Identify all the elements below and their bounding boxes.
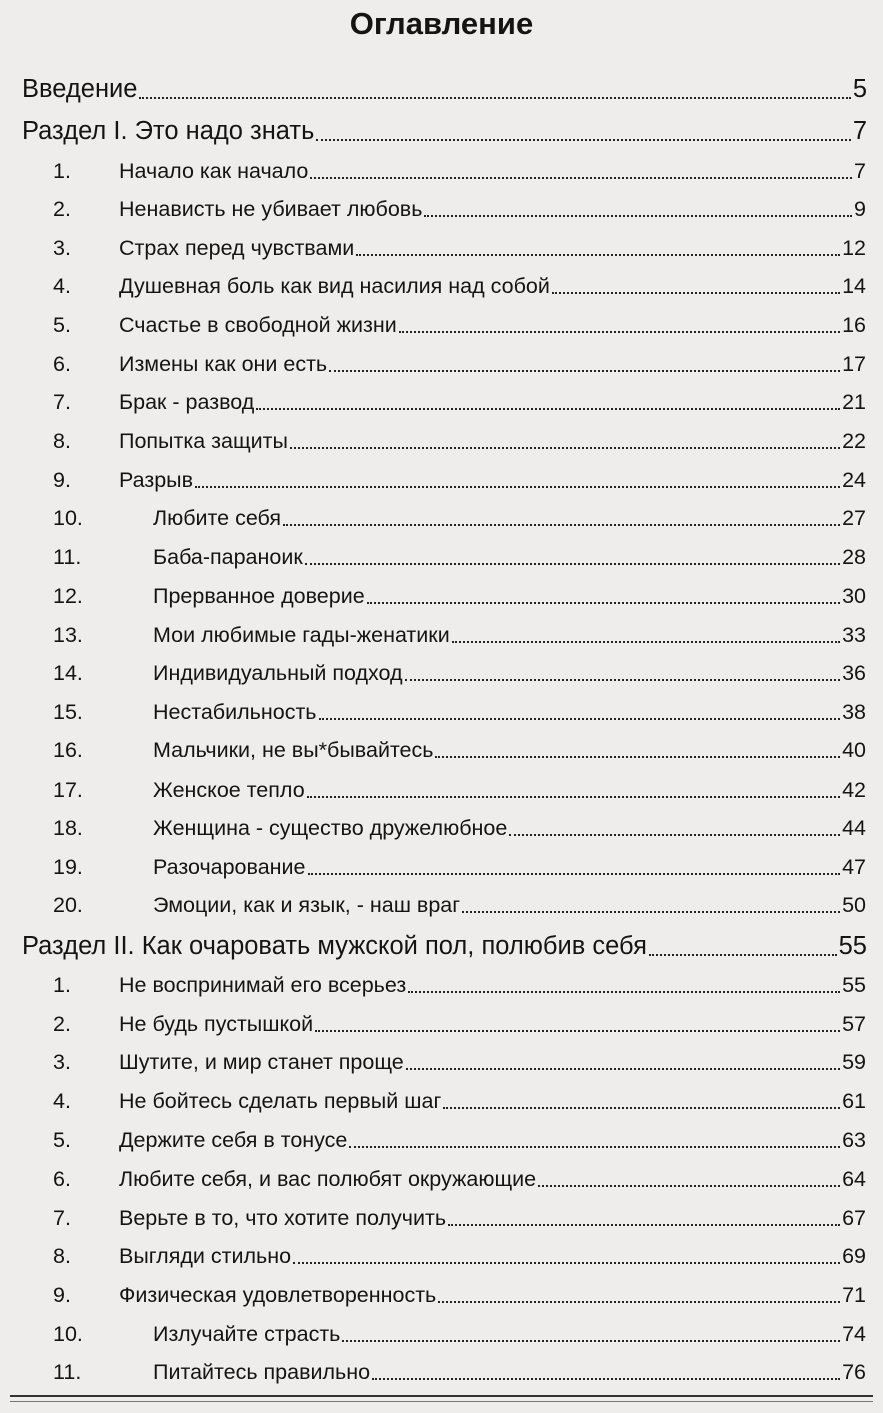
toc-entry-title: Душевная боль как вид насилия над собой — [119, 274, 550, 298]
toc-entry-title: Выгляди стильно — [119, 1244, 292, 1268]
dot-leader — [462, 911, 840, 913]
toc-entry: 19. Разочарование 47 — [53, 852, 866, 882]
toc-entry: 13. Мои любимые гады-женатики 33 — [53, 620, 866, 650]
dot-leader — [405, 679, 840, 681]
toc-entry: 4. Душевная боль как вид насилия над собой 14 — [53, 271, 866, 301]
dot-leader — [509, 834, 840, 836]
dot-leader — [367, 602, 840, 604]
dot-leader — [310, 177, 852, 179]
toc-entry-title: Начало как начало — [119, 159, 309, 183]
toc-page-number: 28 — [842, 545, 866, 569]
dot-leader — [329, 370, 840, 372]
dot-leader — [307, 796, 840, 798]
toc-page-number: 36 — [842, 661, 866, 685]
toc-page-number: 27 — [842, 506, 866, 530]
toc-entry-title: Шутите, и мир станет проще — [119, 1050, 404, 1074]
toc-entry-title: Разочарование — [153, 855, 306, 879]
toc-entry-title: Брак - развод — [119, 390, 255, 414]
toc-page-number: 71 — [842, 1283, 866, 1307]
dot-leader — [438, 1301, 840, 1303]
toc-entry-title: Индивидуальный подход — [153, 661, 403, 685]
dot-leader — [290, 447, 840, 449]
toc-entry-title: Мои любимые гады-женатики — [153, 623, 450, 647]
toc-page-number: 67 — [842, 1206, 866, 1230]
dot-leader — [195, 486, 840, 488]
dot-leader — [319, 718, 841, 720]
toc-entry-title: Держите себя в тонусе — [119, 1128, 348, 1152]
toc-section — [22, 72, 867, 106]
toc-entry-title: Введение — [22, 75, 138, 103]
dot-leader — [356, 254, 840, 256]
toc-entry: 2. Ненависть не убивает любовь 9 — [53, 194, 866, 224]
toc-entry-title: Не будь пустышкой — [119, 1012, 314, 1036]
toc-page-number: 47 — [842, 855, 866, 879]
toc-entry: 6. Любите себя, и вас полюбят окружающие 64 — [53, 1164, 866, 1194]
toc-page-number: 38 — [842, 700, 866, 724]
toc-page-number: 24 — [842, 468, 866, 492]
toc-entry: 3. Шутите, и мир станет проще 59 — [53, 1047, 866, 1077]
toc-entry: 4. Не бойтесь сделать первый шаг 61 — [53, 1086, 866, 1116]
toc-entry-title: Счастье в свободной жизни — [119, 313, 397, 337]
toc-entry: 5. Счастье в свободной жизни 16 — [53, 310, 866, 340]
toc-entry: 6. Измены как они есть 17 — [53, 349, 866, 379]
toc-page-number: 22 — [842, 429, 866, 453]
toc-section — [22, 114, 867, 148]
toc-page-number: 14 — [842, 274, 866, 298]
toc-entry-title: Эмоции, как и язык, - наш враг — [153, 893, 461, 917]
toc-page-number: 69 — [842, 1244, 866, 1268]
dot-leader — [552, 292, 840, 294]
toc-page-number: 55 — [842, 973, 866, 997]
toc-page-number: 9 — [854, 197, 866, 221]
dot-leader — [308, 873, 841, 875]
dot-leader — [316, 139, 850, 141]
dot-leader — [372, 1378, 840, 1380]
toc-page-number: 12 — [842, 236, 866, 260]
toc-entry: 18. Женщина - существо дружелюбное 44 — [53, 813, 866, 843]
dot-leader — [293, 1262, 840, 1264]
toc-entry-title: Излучайте страсть — [153, 1322, 341, 1346]
dot-leader — [283, 524, 840, 526]
toc-entry-title: Раздел II. Как очаровать мужской пол, полюбив себя — [22, 932, 647, 960]
toc-entry: 16. Мальчики, не вы*бывайтесь 40 — [53, 735, 866, 765]
dot-leader — [315, 1030, 840, 1032]
toc-entry: 2. Не будь пустышкой 57 — [53, 1009, 866, 1039]
toc-entry-title: Питайтесь правильно — [153, 1360, 371, 1384]
toc-entry: 11. Баба-параноик 28 — [53, 542, 866, 572]
dot-leader — [349, 1146, 840, 1148]
dot-leader — [452, 641, 840, 643]
toc-entry-title: Женщина - существо дружелюбное — [153, 816, 508, 840]
toc-entry-title: Верьте в то, что хотите получить — [119, 1206, 447, 1230]
toc-entry-title: Измены как они есть — [119, 352, 328, 376]
toc-section — [22, 929, 867, 963]
toc-entry: 15. Нестабильность 38 — [53, 697, 866, 727]
toc-entry: 10. Излучайте страсть 74 — [53, 1319, 866, 1349]
toc-entry: 9. Разрыв 24 — [53, 465, 866, 495]
toc-entry: 1. Начало как начало 7 — [53, 156, 866, 186]
toc-page-number: 21 — [842, 390, 866, 414]
toc-page-number: 5 — [852, 75, 867, 103]
toc-entry: 17. Женское тепло 42 — [53, 775, 866, 805]
toc-page-number: 50 — [842, 893, 866, 917]
toc-entry: 7. Брак - развод 21 — [53, 387, 866, 417]
toc-page-number: 42 — [842, 778, 866, 802]
toc-entry-title: Попытка защиты — [119, 429, 288, 453]
toc-page-number: 59 — [842, 1050, 866, 1074]
bottom-rule — [10, 1395, 873, 1397]
toc-page-number: 30 — [842, 584, 866, 608]
dot-leader — [256, 408, 840, 410]
toc-page-number: 57 — [842, 1012, 866, 1036]
toc-page-number: 40 — [842, 738, 866, 762]
toc-entry-title: Страх перед чувствами — [119, 236, 355, 260]
toc-entry-title: Раздел I. Это надо знать — [22, 117, 315, 145]
dot-leader — [342, 1340, 840, 1342]
dot-leader — [649, 954, 837, 956]
page-title: Оглавление — [349, 6, 534, 41]
dot-leader — [424, 215, 852, 217]
toc-entry: 8. Выгляди стильно 69 — [53, 1241, 866, 1271]
toc-entry: 1. Не воспринимай его всерьез 55 — [53, 970, 866, 1000]
toc-entry-title: Физическая удовлетворенность — [119, 1283, 437, 1307]
toc-entry: 11. Питайтесь правильно 76 — [53, 1357, 866, 1387]
toc-entry-title: Нестабильность — [153, 700, 317, 724]
toc-entry: 12. Прерванное доверие 30 — [53, 581, 866, 611]
toc-page-number: 63 — [842, 1128, 866, 1152]
toc-entry-title: Прерванное доверие — [153, 584, 365, 608]
toc-entry-title: Баба-параноик — [153, 545, 303, 569]
toc-entry-title: Разрыв — [119, 468, 194, 492]
dot-leader — [139, 97, 850, 99]
dot-leader — [448, 1224, 840, 1226]
toc-page-number: 61 — [842, 1089, 866, 1113]
toc-entry-title: Любите себя, и вас полюбят окружающие — [119, 1167, 537, 1191]
toc-page-number: 7 — [852, 117, 867, 145]
dot-leader — [305, 563, 840, 565]
toc-entry-title: Не бойтесь сделать первый шаг — [119, 1089, 442, 1113]
toc-page-number: 55 — [838, 932, 867, 960]
toc-page-number: 64 — [842, 1167, 866, 1191]
toc-entry-title: Не воспринимай его всерьез — [119, 973, 407, 997]
toc-page-number: 76 — [842, 1360, 866, 1384]
dot-leader — [399, 331, 840, 333]
toc-entry-title: Женское тепло — [153, 778, 305, 802]
toc-page-number: 74 — [842, 1322, 866, 1346]
toc-page-number: 16 — [842, 313, 866, 337]
toc-entry-title: Мальчики, не вы*бывайтесь — [153, 738, 434, 762]
toc-entry: 10. Любите себя 27 — [53, 503, 866, 533]
toc-entry: 7. Верьте в то, что хотите получить 67 — [53, 1203, 866, 1233]
toc-entry: 5. Держите себя в тонусе 63 — [53, 1125, 866, 1155]
bottom-rule-thin — [10, 1401, 873, 1402]
toc-page-number: 44 — [842, 816, 866, 840]
toc-entry-title: Ненависть не убивает любовь — [119, 197, 423, 221]
toc-entry: 8. Попытка защиты 22 — [53, 426, 866, 456]
toc-page-number: 17 — [842, 352, 866, 376]
dot-leader — [538, 1185, 840, 1187]
toc-entry: 14. Индивидуальный подход 36 — [53, 658, 866, 688]
toc-entry: 20. Эмоции, как и язык, - наш враг 50 — [53, 890, 866, 920]
toc-entry-title: Любите себя — [153, 506, 282, 530]
toc-page-number: 33 — [842, 623, 866, 647]
toc-page-number: 7 — [854, 159, 866, 183]
toc-entry: 9. Физическая удовлетворенность 71 — [53, 1280, 866, 1310]
dot-leader — [443, 1107, 840, 1109]
toc-entry: 3. Страх перед чувствами 12 — [53, 233, 866, 263]
dot-leader — [408, 991, 840, 993]
dot-leader — [406, 1068, 840, 1070]
dot-leader — [435, 756, 840, 758]
